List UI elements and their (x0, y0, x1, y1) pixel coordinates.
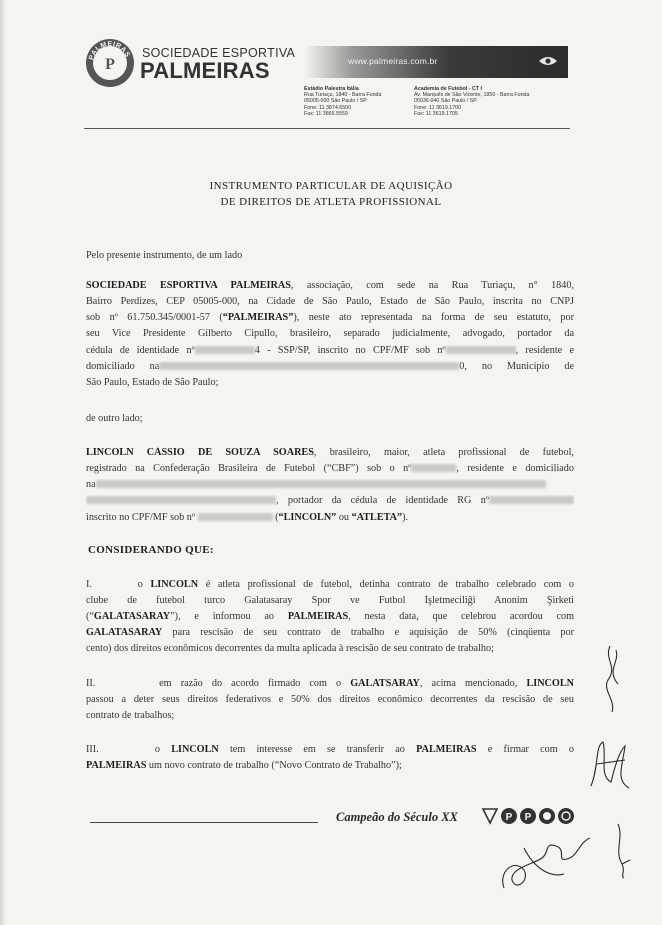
redacted-field (446, 346, 516, 354)
bold-term: LINCOLN (526, 678, 574, 689)
text-run: ), neste ato representada na forma de seu estatuto, por (293, 312, 574, 323)
svg-text:P: P (505, 812, 513, 823)
considering-heading: CONSIDERANDO QUE: (88, 544, 214, 556)
party1-line: São Paulo, Estado de São Paulo; (86, 377, 219, 388)
palmeiras-crest-icon (85, 38, 135, 88)
initials-signature-icon (596, 640, 636, 720)
party1-line: seu Vice Presidente Gilberto Cipullo, brasileiro, separado judicialmente, advogado, portador da (86, 328, 574, 339)
crest-label: PALMEIRAS (88, 40, 131, 61)
text-run: , portador da cédula de identidade RG nº (276, 495, 489, 506)
text-run: sob nº 61.750.345/0001-57 ( (86, 312, 223, 323)
address-line: Av. Marquês de São Vicente, 1850 - Barra Funda (414, 92, 530, 99)
party2-name: LINCOLN CÁSSIO DE SOUZA SOARES (86, 447, 314, 458)
clause-number: II. (86, 678, 96, 689)
text-run: na (86, 479, 96, 490)
text-run: para rescisão de seu contrato de trabalho e aquisição de 50% (cinqüenta por (162, 627, 574, 638)
address-line: Fax: 11 3865.5559 (304, 110, 348, 117)
website-url: www.palmeiras.com.br (348, 56, 438, 66)
text-run: ou (336, 512, 352, 523)
bold-term: GALATASARAY (93, 611, 171, 622)
clause1-line (86, 611, 574, 622)
bold-term: GALATASARAY (86, 627, 163, 638)
text-run: em razão do acordo firmado com o (159, 678, 351, 689)
initials-signature-icon (585, 736, 637, 796)
redacted-field (195, 346, 255, 354)
footer-divider (90, 822, 318, 823)
initials-signature-icon (608, 820, 638, 880)
address-line: Fone: 11 3874.6500 (304, 104, 352, 111)
text-run: , associação, com sede na Rua Turiaçu, n° 1840, (290, 280, 574, 291)
intro-text: Pelo presente instrumento, de um lado (86, 250, 243, 261)
party1-name: SOCIEDADE ESPORTIVA PALMEIRAS (86, 280, 291, 291)
clause-number: I. (86, 579, 92, 590)
brand-main: PALMEIRAS (140, 58, 270, 83)
text-run: , acima mencionado, (419, 678, 527, 689)
text-run: cédula de identidade nº (86, 345, 195, 356)
document-title-line2: DE DIREITOS DE ATLETA PROFISSIONAL (220, 196, 442, 208)
bold-term: GALATSARAY (350, 678, 420, 689)
svg-text:P: P (105, 56, 115, 73)
text-run: ( (275, 512, 279, 523)
text-run: (“ (86, 611, 94, 622)
party1-line (86, 345, 574, 356)
address-line: 05005-000 São Paulo / SP (304, 98, 367, 105)
text-run: é atleta profissional de futebol, detinha contrato de trabalho celebrado com o (198, 579, 574, 590)
page-edge-shadow (0, 0, 6, 925)
bold-term: PALMEIRAS (86, 760, 147, 771)
address-academy-title: Academia de Futebol - CT I (414, 86, 482, 92)
party2-line (86, 512, 574, 523)
text-run: registrado na Confederação Brasileira de Futebol (“CBF”) sob o nº (86, 463, 412, 474)
text-run: tem interesse em se transferir ao (218, 744, 417, 755)
clause-number: III. (86, 744, 99, 755)
text-run: 4 - SSP/SP, inscrito no CPF/MF sob nº (254, 345, 446, 356)
svg-text:P: P (524, 812, 532, 823)
redacted-field (86, 496, 276, 504)
party1-line (86, 280, 574, 291)
header-divider (84, 128, 570, 129)
clause2-line: contrato de trabalhos; (86, 710, 175, 721)
brand-top: SOCIEDADE ESPORTIVA (142, 46, 296, 60)
address-line: Fone: 11 3619.1700 (414, 104, 462, 111)
text-run: o (154, 744, 172, 755)
clause2-line: passou a deter seus direitos federativos e 50% dos direitos econômico decorrentes da rescisão de seu (86, 694, 574, 705)
text-run: , residente e (515, 345, 574, 356)
text-run: 0, no Município de (459, 361, 574, 372)
party1-line: Bairro Perdizes, CEP 05005-000, na Cidade de São Paulo, Estado de São Paulo, inscrita no CNPJ (86, 296, 574, 307)
bold-term: PALMEIRAS (416, 744, 477, 755)
address-stadium-title: Estádio Palestra Itália (304, 86, 359, 92)
redacted-field (198, 513, 273, 521)
clause1-line (86, 627, 574, 638)
redacted-field (159, 362, 459, 370)
championship-seals-icon (481, 806, 581, 826)
text-run: , nesta data, que celebrou acordou com (348, 611, 574, 622)
party2-line (86, 447, 574, 458)
party1-line (86, 312, 574, 323)
bold-term: PALMEIRAS (287, 611, 349, 622)
party-alias: “PALMEIRAS” (222, 312, 294, 323)
address-line: Rua Turiaçu, 1840 - Barra Funda (304, 92, 382, 99)
text-run: ”), e informou ao (170, 611, 288, 622)
party2-line (86, 479, 574, 490)
party1-line (86, 361, 574, 372)
text-run: , residente e domiciliado (456, 463, 574, 474)
clause1-line: cento) dos direitos econômicos decorrentes da multa aplicada à rescisão de seu contrato de trabalho; (86, 643, 494, 654)
party2-line (86, 495, 574, 506)
redacted-field (411, 464, 456, 472)
clause3-line (86, 760, 574, 771)
party-alias: “ATLETA” (351, 512, 403, 523)
text-run: um novo contrato de trabalho (“Novo Contrato de Trabalho”); (146, 760, 402, 771)
text-run: inscrito no CPF/MF sob nº (86, 512, 196, 523)
signature-icon (494, 828, 594, 898)
document-title-line1: INSTRUMENTO PARTICULAR DE AQUISIÇÃO (209, 180, 453, 192)
eye-icon (538, 55, 558, 67)
clause1-line: clube de futebol turco Galatasaray Spor ve Futbol İşletmeciliği Anonim Şirketi (86, 595, 574, 606)
footer-motto: Campeão do Século XX (336, 810, 458, 824)
bold-term: LINCOLN (171, 744, 219, 755)
address-academy (414, 86, 529, 117)
redacted-field (489, 496, 574, 504)
redacted-field (96, 480, 546, 488)
text-run: o (137, 579, 151, 590)
text-run: ). (402, 512, 409, 523)
party2-line (86, 463, 574, 474)
clause3-line (86, 744, 574, 755)
address-line: Fax: 11 3619.1705 (414, 110, 458, 117)
text-run: , brasileiro, maior, atleta profissional de futebol, (313, 447, 574, 458)
text-run: domiciliado na (86, 361, 160, 372)
bold-term: LINCOLN (150, 579, 199, 590)
clause1-line (86, 579, 574, 590)
address-line: 05036-040 São Paulo / SP (414, 98, 477, 105)
party-alias: “LINCOLN” (278, 512, 337, 523)
text-run: e firmar com o (476, 744, 574, 755)
clause2-line (86, 678, 574, 689)
address-stadium (304, 86, 381, 117)
other-side-text: de outro lado; (86, 413, 143, 424)
